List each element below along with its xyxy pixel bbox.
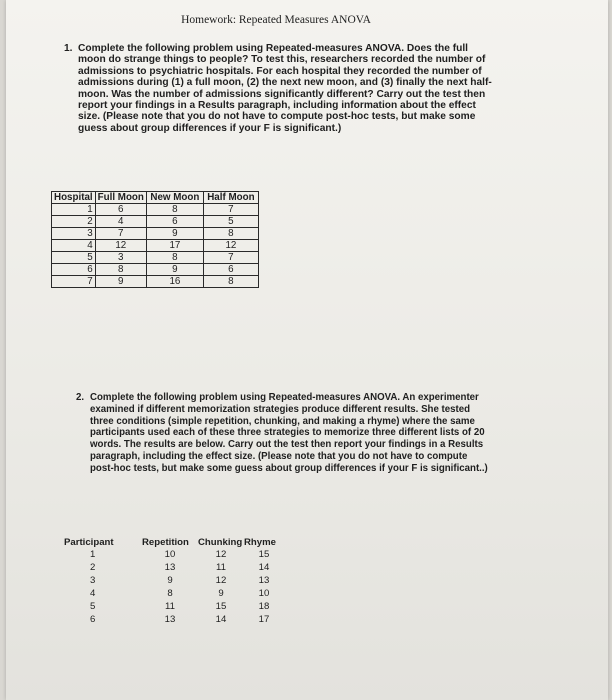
moon-admissions-table bbox=[51, 191, 259, 288]
table-cell: 18 bbox=[258, 601, 270, 612]
table-cell: 9 bbox=[95, 276, 146, 288]
page-title: Homework: Repeated Measures ANOVA bbox=[181, 14, 371, 26]
table-cell: 6 bbox=[203, 264, 258, 276]
table-cell: 3 bbox=[52, 228, 96, 240]
table-cell: 10 bbox=[258, 588, 270, 599]
table-row bbox=[64, 548, 284, 561]
table-cell: 14 bbox=[215, 614, 227, 625]
table-cell: 7 bbox=[203, 204, 258, 216]
question-2 bbox=[76, 392, 488, 475]
table-header-row bbox=[52, 192, 259, 204]
table-cell: 11 bbox=[165, 601, 175, 612]
table-cell: 14 bbox=[258, 562, 270, 573]
table-cell: 6 bbox=[95, 204, 146, 216]
col-header-participant: Participant bbox=[64, 536, 114, 548]
table-cell: 4 bbox=[95, 216, 146, 228]
table-cell: 6 bbox=[52, 264, 96, 276]
table-cell: 9 bbox=[146, 228, 203, 240]
table-cell: 8 bbox=[203, 276, 258, 288]
table-cell: 8 bbox=[167, 588, 173, 599]
table-row bbox=[64, 600, 284, 613]
table-cell: 8 bbox=[146, 204, 203, 216]
table-row bbox=[52, 216, 259, 228]
table-cell: 3 bbox=[95, 252, 146, 264]
col-header-hospital: Hospital bbox=[52, 192, 96, 204]
document-page bbox=[6, 0, 608, 700]
table-cell: 8 bbox=[95, 264, 146, 276]
table-cell: 1 bbox=[90, 549, 96, 560]
table-cell: 11 bbox=[216, 562, 226, 573]
table-row bbox=[64, 561, 284, 574]
table-row bbox=[52, 276, 259, 288]
table-cell: 8 bbox=[203, 228, 258, 240]
table-cell: 13 bbox=[164, 614, 176, 625]
question-1 bbox=[64, 43, 494, 134]
question-2-text: Complete the following problem using Repeated-measures ANOVA. An experimenter examined if different memorization strategies produce different results. She tested three conditions (simple repetition, chunking, and making a rhyme) where the same participants used each of these three strategies to memorize three different lists of 20 words. The results are below. Carry out the test then report your findings in a Results paragraph, including the effect size. (Please note that you do not have to compute post-hoc tests, but make some guess about group differences if your F is significant..) bbox=[90, 392, 488, 474]
table-cell: 9 bbox=[146, 264, 203, 276]
table-cell: 13 bbox=[164, 562, 176, 573]
table-cell: 12 bbox=[215, 549, 227, 560]
table-cell: 6 bbox=[146, 216, 203, 228]
table-cell: 8 bbox=[146, 252, 203, 264]
table-cell: 6 bbox=[90, 614, 96, 625]
table-cell: 5 bbox=[52, 252, 96, 264]
table-cell: 1 bbox=[52, 204, 96, 216]
col-header-half-moon: Half Moon bbox=[203, 192, 258, 204]
table-cell: 4 bbox=[52, 240, 96, 252]
col-header-chunking: Chunking bbox=[198, 536, 243, 548]
table-cell: 17 bbox=[146, 240, 203, 252]
table-row bbox=[52, 240, 259, 252]
col-header-full-moon: Full Moon bbox=[95, 192, 146, 204]
table-cell: 12 bbox=[203, 240, 258, 252]
table-row bbox=[64, 613, 284, 626]
table-cell: 16 bbox=[146, 276, 203, 288]
col-header-new-moon: New Moon bbox=[146, 192, 203, 204]
table-cell: 15 bbox=[215, 601, 227, 612]
table-row bbox=[52, 204, 259, 216]
table-cell: 12 bbox=[95, 240, 146, 252]
table-cell: 7 bbox=[95, 228, 146, 240]
table-cell: 5 bbox=[90, 601, 96, 612]
table-header-row bbox=[64, 536, 284, 548]
table-cell: 9 bbox=[218, 588, 224, 599]
question-1-text: Complete the following problem using Repeated-measures ANOVA. Does the full moon do strange things to people? To test this, researchers recorded the number of admissions to psychiatric hospitals. For each hospital they recorded the number of admissions during (1) a full moon, (2) the next new moon, and (3) finally the next half-moon. Was the number of admissions significantly different? Carry out the test then report your findings in a Results paragraph, including information about the effect size. (Please note that you do not have to compute post-hoc tests, but make some guess about group differences if your F is significant.) bbox=[78, 43, 492, 134]
table-cell: 3 bbox=[90, 575, 96, 586]
col-header-rhyme: Rhyme bbox=[244, 536, 276, 548]
table-cell: 17 bbox=[258, 614, 270, 625]
table-row bbox=[52, 252, 259, 264]
table-cell: 7 bbox=[52, 276, 96, 288]
col-header-repetition: Repetition bbox=[142, 536, 189, 548]
table-cell: 4 bbox=[90, 588, 96, 599]
table-row bbox=[64, 587, 284, 600]
question-1-number: 1. bbox=[64, 43, 73, 54]
table-cell: 13 bbox=[258, 575, 270, 586]
table-row bbox=[52, 228, 259, 240]
table-cell: 2 bbox=[52, 216, 96, 228]
table-cell: 15 bbox=[258, 549, 270, 560]
table-cell: 10 bbox=[164, 549, 176, 560]
table-cell: 9 bbox=[167, 575, 173, 586]
table-row bbox=[52, 264, 259, 276]
table-cell: 5 bbox=[203, 216, 258, 228]
table-row bbox=[64, 574, 284, 587]
memorization-table bbox=[64, 536, 284, 626]
table-cell: 7 bbox=[203, 252, 258, 264]
table-cell: 12 bbox=[215, 575, 227, 586]
table-cell: 2 bbox=[90, 562, 96, 573]
question-2-number: 2. bbox=[76, 392, 85, 403]
